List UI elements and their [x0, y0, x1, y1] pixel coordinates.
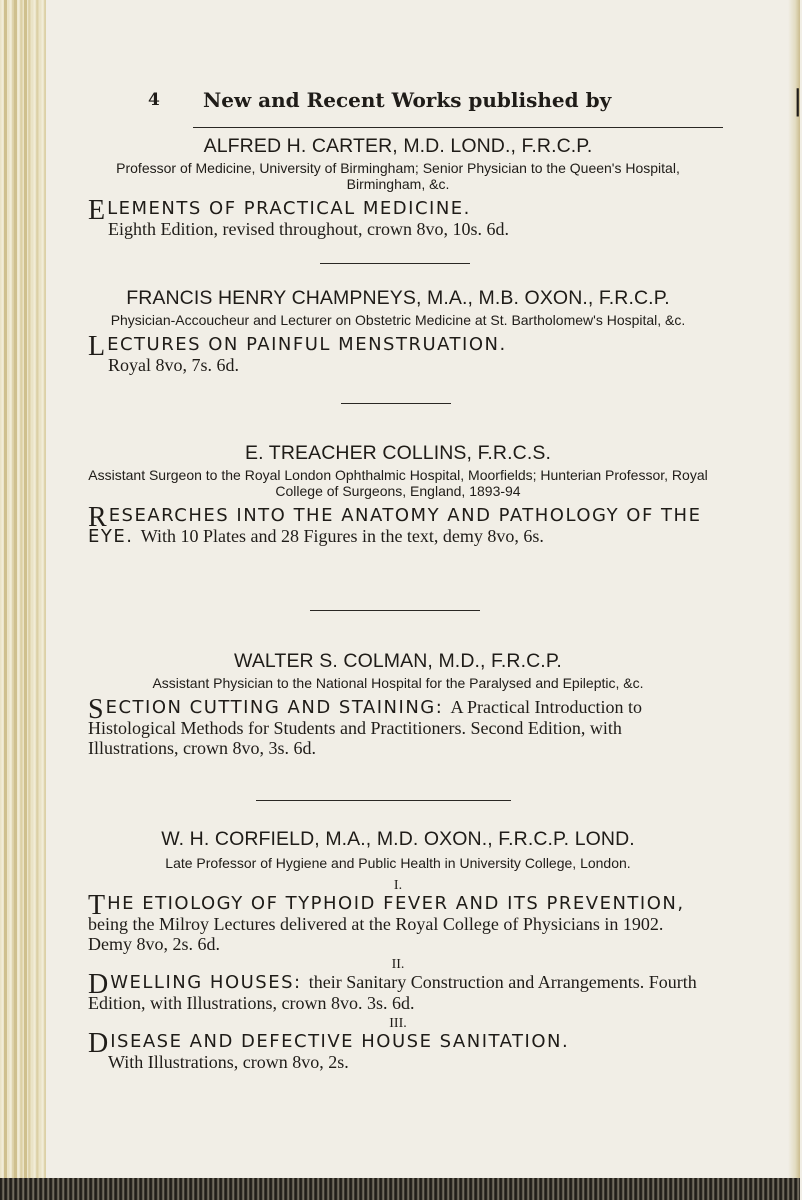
entry-carter — [88, 135, 708, 239]
spine-line — [4, 0, 7, 1200]
running-header — [148, 88, 728, 118]
author-affiliation: Physician-Accoucheur and Lecturer on Obstetric Medicine at St. Bartholomew's Hospital, &c. — [110, 312, 686, 328]
spine-line — [24, 0, 27, 1200]
entry-collins — [88, 442, 708, 547]
drop-cap: D — [88, 969, 109, 1000]
roman-numeral: I. — [393, 878, 403, 893]
author-affiliation: Assistant Surgeon to the Royal London Ophthalmic Hospital, Moorfields; Hunterian Professor, Royal College of Surgeons, England, 1893-94 — [88, 467, 708, 499]
page-number: 4 — [148, 90, 160, 110]
book-details: being the Milroy Lectures delivered at the Royal College of Physicians in 1902. Demy 8vo, 2s. 6d. — [88, 914, 664, 954]
book-details: Eighth Edition, revised throughout, crown 8vo, 10s. 6d. — [108, 219, 509, 239]
book-entry — [88, 890, 708, 954]
page — [88, 0, 802, 1180]
book-title: ESEARCHES INTO THE ANATOMY AND PATHOLOGY OF THE EYE. — [88, 505, 702, 547]
book-details: their Sanitary Construction and Arrangements. Fourth Edition, with Illustrations, crown 8vo. 3s. 6d. — [88, 972, 697, 1013]
book-entry — [88, 195, 708, 239]
drop-cap: R — [88, 502, 107, 533]
author-affiliation: Assistant Physician to the National Hospital for the Paralysed and Epileptic, &c. — [152, 675, 644, 691]
header-rule — [193, 127, 723, 128]
entry-divider — [341, 403, 451, 404]
book-title: ISEASE AND DEFECTIVE HOUSE SANITATION. — [110, 1031, 570, 1052]
author-name: E. TREACHER COLLINS, F.R.C.S. — [245, 442, 551, 464]
book-spine — [0, 0, 46, 1200]
book-entry — [88, 694, 708, 758]
drop-cap: T — [88, 890, 106, 921]
spine-line — [14, 0, 17, 1200]
book-title: HE ETIOLOGY OF TYPHOID FEVER AND ITS PREVENTION, — [107, 893, 685, 914]
book-details: With 10 Plates and 28 Figures in the text, demy 8vo, 6s. — [140, 526, 544, 546]
page-edge — [788, 0, 800, 1200]
drop-cap: D — [88, 1028, 109, 1059]
entry-corfield — [88, 828, 708, 1072]
bottom-edge — [0, 1178, 800, 1200]
header-bracket: | — [793, 84, 802, 117]
entry-colman — [88, 650, 708, 758]
author-affiliation: Professor of Medicine, University of Birmingham; Senior Physician to the Queen's Hospital, Birmingham, &c. — [116, 160, 680, 192]
drop-cap: E — [88, 195, 106, 226]
book-entry — [88, 1028, 708, 1072]
author-affiliation: Late Professor of Hygiene and Public Health in University College, London. — [165, 855, 631, 871]
drop-cap: L — [88, 331, 106, 362]
book-entry — [88, 969, 708, 1013]
roman-numeral: III. — [389, 1016, 407, 1031]
book-details: A Practical Introduction to Histological Methods for Students and Practitioners. Second Edition, with Illustrations, crown 8vo, 3s. 6d. — [88, 697, 642, 758]
entry-divider — [256, 800, 511, 801]
author-name: FRANCIS HENRY CHAMPNEYS, M.A., M.B. OXON., F.R.C.P. — [126, 287, 670, 309]
book-title: ECTION CUTTING AND STAINING: — [105, 697, 451, 718]
book-title: LEMENTS OF PRACTICAL MEDICINE. — [107, 198, 471, 219]
author-name: W. H. CORFIELD, M.A., M.D. OXON., F.R.C.P. LOND. — [161, 828, 635, 850]
author-name: ALFRED H. CARTER, M.D. LOND., F.R.C.P. — [203, 135, 593, 157]
entry-divider — [320, 263, 470, 264]
book-entry — [88, 502, 708, 547]
entry-divider — [310, 610, 480, 611]
drop-cap: S — [88, 694, 104, 725]
entry-champneys — [88, 287, 708, 375]
book-title: WELLING HOUSES: — [110, 972, 309, 993]
running-title: New and Recent Works published by — [203, 88, 612, 112]
roman-numeral: II. — [391, 957, 405, 972]
author-name: WALTER S. COLMAN, M.D., F.R.C.P. — [234, 650, 562, 672]
book-details: Royal 8vo, 7s. 6d. — [108, 355, 240, 375]
book-entry — [88, 331, 708, 375]
book-details: With Illustrations, crown 8vo, 2s. — [108, 1052, 349, 1072]
book-title: ECTURES ON PAINFUL MENSTRUATION. — [107, 334, 507, 355]
